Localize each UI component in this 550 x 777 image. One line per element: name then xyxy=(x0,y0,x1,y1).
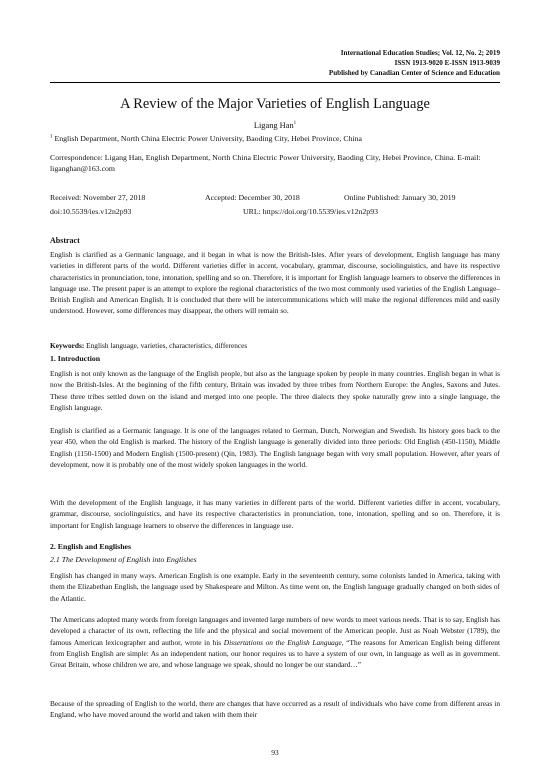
paragraph xyxy=(50,614,500,670)
received-date: Received: November 27, 2018 xyxy=(50,193,146,202)
correspondence: Correspondence: Ligang Han, English Department, North China Electric Power University, Baoding City, Hebei Province, China. E-mail: liganghan@163.com xyxy=(50,153,481,173)
paragraph: Because of the spreading of English to the world, there are changes that have occurred as a result of individuals who have come from different areas in England, who have moved around the world and taken with them their xyxy=(50,699,500,720)
page-number: 93 xyxy=(271,748,279,757)
author-name: Ligang Han xyxy=(253,121,294,130)
paragraph-text: The Americans adopted many words from foreign languages and invented large numbers of new words to meet various needs. That is to say, English has developed a character of its own, reflecting the life and the physical and social movement of the American people. Just as Noah Webster (1789), the famous American lexicographer and author, wrote in his xyxy=(50,615,500,647)
paragraph-text: , “The reasons for American English being different from English English are simple: As an independent nation, our honor requires us to have a system of our own, in language as well as in government. Great Britain, whose children we are, and whose language we speak, should no longer be our standard…” xyxy=(50,637,501,670)
keywords-text: English language, varieties, characteristics, differences xyxy=(86,341,248,350)
paper-title: A Review of the Major Varieties of English Language xyxy=(120,96,430,112)
journal-info: International Education Studies; Vol. 12, No. 2; 2019 xyxy=(340,49,500,57)
published-date: Online Published: January 30, 2019 xyxy=(344,193,456,202)
journal-header xyxy=(329,48,500,78)
accepted-date: Accepted: December 30, 2018 xyxy=(205,193,300,202)
issn-info: ISSN 1913-9020 E-ISSN 1913-9039 xyxy=(394,59,500,67)
publisher-info: Published by Canadian Center of Science and Education xyxy=(328,69,500,77)
affiliation xyxy=(50,133,362,144)
affiliation-text: English Department, North China Electric Power University, Baoding City, Hebei Province, China xyxy=(54,134,363,143)
author-sup: 1 xyxy=(293,121,297,127)
cited-title: Dissertations on the English Language xyxy=(223,637,342,647)
section-heading-introduction: 1. Introduction xyxy=(50,354,101,363)
keywords-line xyxy=(50,340,500,351)
url-text[interactable]: URL: https://doi.org/10.5539/ies.v12n2p93 xyxy=(243,207,379,216)
paragraph: English has changed in many ways. American English is one example. Early in the seventeenth century, some colonists landed in America, taking with them the Elizabethan English, the language used by Shakespeare and Milton. As time went on, the English language gradually changed on both sides of the Atlantic. xyxy=(50,571,500,603)
author-line xyxy=(50,121,500,130)
paragraph: English is not only known as the language of the English people, but also as the language spoken by people in many countries. English began in what is now the British-Isles. At the beginning of the fifth century, Britain was invaded by three tribes from Northern Europe: the Angles, Saxons and Jutes. These three tribes settled down on the island and merged into one people. The three dialects they spoke naturally grew into a single language, the English language. xyxy=(50,369,500,412)
affiliation-sup: 1 xyxy=(50,134,53,140)
paragraph: With the development of the English language, it has many varieties in different parts of the world. Different varieties differ in accent, vocabulary, grammar, discourse, sociolinguistics, and have its respective characteristics in pronunciation, tone, intonation, spelling and so on. Therefore, it is important for English language learners to observe the differences in language use. xyxy=(50,498,500,530)
abstract-heading: Abstract xyxy=(50,236,80,245)
abstract-text: English is clarified as a Germanic language, and it began in what is now the British-Isles. After years of development, English language has many varieties in different parts of the world. Different varieties differ in accent, vocabulary, grammar, discourse, sociolinguistics, and have its respective characteristics in pronunciation, tone, intonation, spelling and so on. Therefore, it is important for English language learners to observe the differences in language use. The present paper is an attempt to explore the regional characteristics of the two most commonly used varieties of the English Language–British English and American English. It is concluded that there will be intercommunications which will make the regional differences mild and easily understood. However, some differences may disappear, the others will remain so. xyxy=(50,250,500,316)
section-heading-2: 2. English and Englishes xyxy=(50,542,132,551)
keywords-label: Keywords: xyxy=(50,341,85,350)
doi-text: doi:10.5539/ies.v12n2p93 xyxy=(50,207,132,216)
paragraph: English is clarified as a Germanic language. It is one of the languages related to German, Dutch, Norwegian and Swedish. Its history goes back to the year 450, when the old English is marked. The history of the English language is generally divided into three periods: Old English (450-1150), Middle English (1150-1500) and Modern English (1500-present) (Qin, 1983). The English language began with very small population. However, after years of development, now it is probably one of the most widely spoken languages in the world. xyxy=(50,426,500,469)
subsection-heading-2-1: 2.1 The Development of English into Englishes xyxy=(50,555,197,564)
header-rule xyxy=(50,82,500,83)
